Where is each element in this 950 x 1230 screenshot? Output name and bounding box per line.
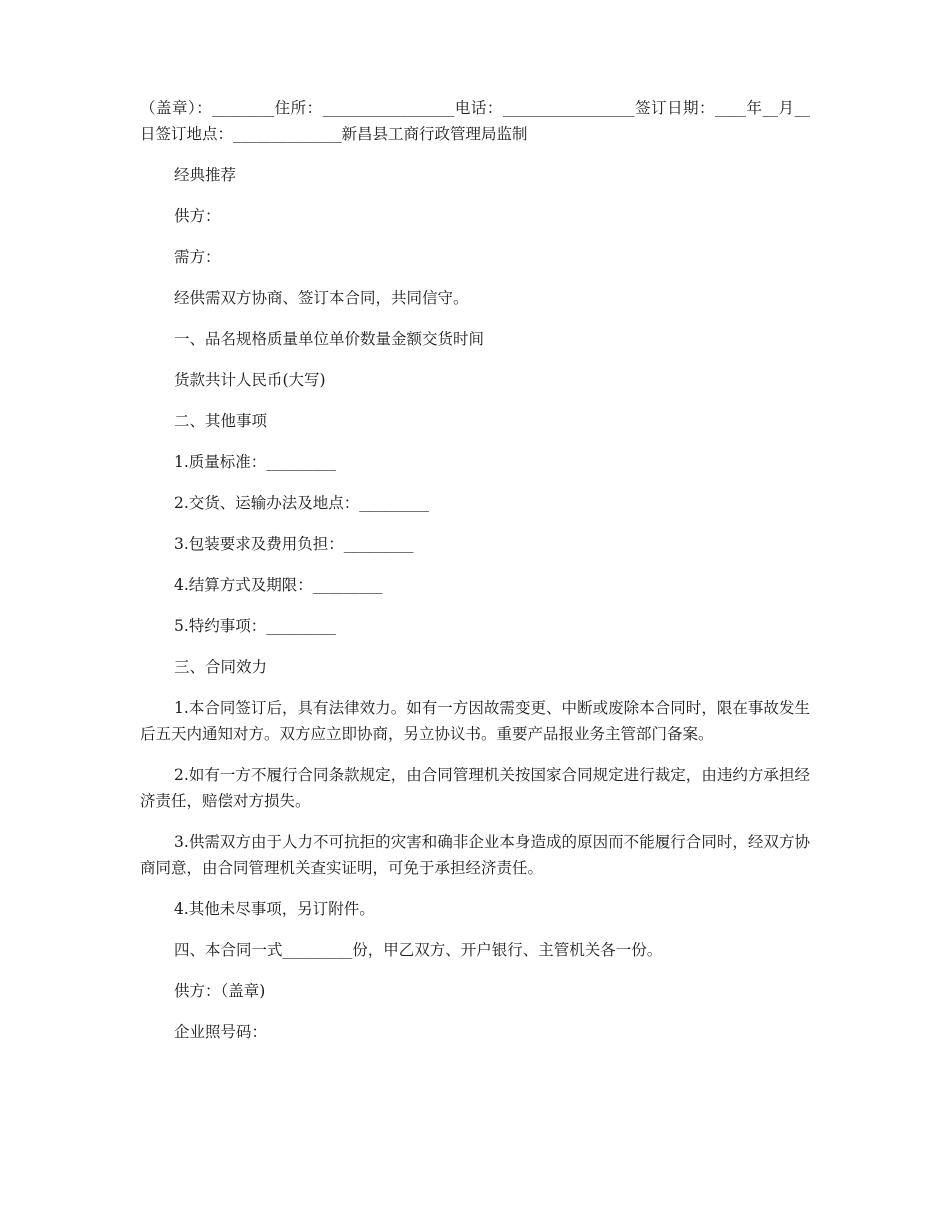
business-license-line: 企业照号码： (174, 1023, 268, 1041)
header-line: （盖章）：________住所：_________________电话：_________________签订日期：____年__月__日签订地点：______________新昌县工商行政管理局监制 (140, 99, 810, 143)
section-four-line: 四、本合同一式_________份，甲乙双方、开户银行、主管机关各一份。 (174, 941, 663, 959)
clause-effect-2: 2.如有一方不履行合同条款规定，由合同管理机关按国家合同规定进行裁定，由违约方承担经济责任，赔偿对方损失。 (140, 766, 810, 810)
payment-total-line: 货款共计人民币(大写) (174, 371, 326, 389)
clause-effect-1: 1.本合同签订后，具有法律效力。如有一方因故需变更、中断或废除本合同时，限在事故发生后五天内通知对方。双方应立即协商，另立协议书。重要产品报业务主管部门备案。 (140, 699, 810, 743)
item-packaging: 3.包装要求及费用负担：_________ (174, 535, 414, 553)
clause-effect-4: 4.其他未尽事项，另订附件。 (174, 900, 375, 918)
item-delivery-method: 2.交货、运输办法及地点：_________ (174, 494, 430, 512)
item-special-terms: 5.特约事项：_________ (174, 617, 337, 635)
section-three-heading: 三、合同效力 (174, 658, 268, 676)
clause-effect-3: 3.供需双方由于人力不可抗拒的灾害和确非企业本身造成的原因而不能履行合同时，经双方协商同意，由合同管理机关查实证明，可免于承担经济责任。 (140, 833, 810, 877)
supplier-line: 供方： (174, 207, 221, 225)
supplier-seal-line: 供方：（盖章) (174, 982, 266, 1000)
buyer-line: 需方： (174, 248, 221, 266)
item-quality-standard: 1.质量标准：_________ (174, 453, 337, 471)
heading-classic-recommend: 经典推荐 (174, 166, 237, 184)
agreement-intro: 经供需双方协商、签订本合同，共同信守。 (174, 289, 469, 307)
section-two-heading: 二、其他事项 (174, 412, 268, 430)
document-body (140, 95, 810, 1045)
section-one-heading: 一、品名规格质量单位单价数量金额交货时间 (174, 330, 485, 348)
item-settlement: 4.结算方式及期限：_________ (174, 576, 383, 594)
